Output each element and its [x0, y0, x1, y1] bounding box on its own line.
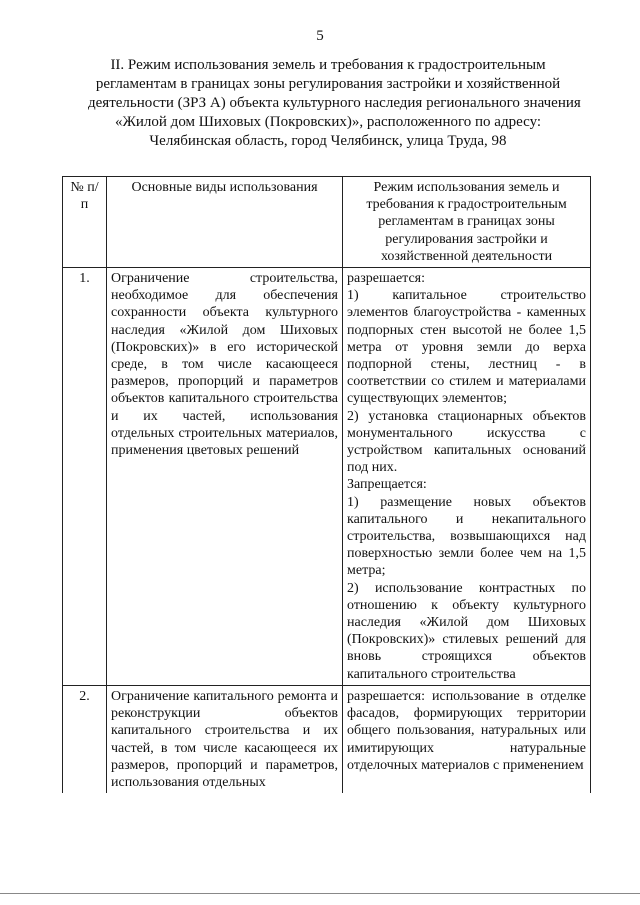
table-row	[63, 268, 591, 686]
regime-paragraph: разрешается: использование в отделке фасадов, формирующих территории общего пользования, натуральных или имитирующих натуральные отделочных материалов с применением	[347, 688, 586, 773]
regime-paragraph: 2) установка стационарных объектов монументального искусства с устройством капитальных оснований под них.	[347, 408, 586, 476]
row-regime	[343, 268, 591, 686]
page-number: 5	[316, 28, 324, 44]
heading-line: «Жилой дом Шиховых (Покровских)», расположенного по адресу:	[114, 114, 542, 130]
regime-paragraph: Запрещается:	[347, 477, 427, 493]
header-regime: Режим использования земель и требования к градостроительным регламентам в границах зоны регулирования застройки и хозяйственной деятельности	[343, 177, 591, 268]
heading-line: II. Режим использования земель и требования к градостроительным	[110, 57, 546, 73]
table-row	[63, 685, 591, 793]
heading-line: Челябинская область, город Челябинск, улица Труда, 98	[149, 133, 507, 149]
row-number: 1.	[63, 268, 107, 686]
regime-paragraph: 1) размещение новых объектов капитального и некапитального строительства, возвышающихся над поверхностью земли более чем на 1,5 метра;	[347, 494, 586, 579]
row-number: 2.	[63, 685, 107, 793]
row-uses: Ограничение строительства, необходимое для обеспечения сохранности объекта культурного наследия «Жилой дом Шиховых (Покровских)» в его исторической среде, в том числе касающееся размеров, пропорций и параметров объектов капитального строительства и их частей, использования отдельных строительных материалов, применения цветовых решений	[107, 268, 343, 686]
regulations-table	[62, 176, 591, 793]
footer-rule	[0, 893, 640, 894]
table-header-row	[63, 177, 591, 268]
heading-line: деятельности (ЗРЗ А) объекта культурного наследия регионального значения	[88, 95, 581, 111]
section-heading	[88, 56, 581, 151]
regime-paragraph: 1) капитальное строительство элементов благоустройства - каменных подпорных стен высотой не более 1,5 метра от уровня земли до верха подпорной стены, лестниц - в соответствии со стилем и материалами существующих элементов;	[347, 288, 586, 407]
regime-paragraph: разрешается:	[347, 271, 425, 287]
regime-paragraph: 2) использование контрастных по отношению к объекту культурного наследия «Жилой дом Шиховых (Покровских)» стилевых решений для вновь строящихся объектов капитального строительства	[347, 580, 586, 682]
heading-line: регламентам в границах зоны регулирования застройки и хозяйственной	[95, 76, 561, 92]
header-uses: Основные виды использования	[107, 177, 343, 268]
row-uses: Ограничение капитального ремонта и реконструкции объектов капитального строительства и их частей, в том числе касающееся их размеров, пропорций и параметров, использования отдельных	[107, 685, 343, 793]
row-regime	[343, 685, 591, 793]
header-number: № п/п	[63, 177, 107, 268]
